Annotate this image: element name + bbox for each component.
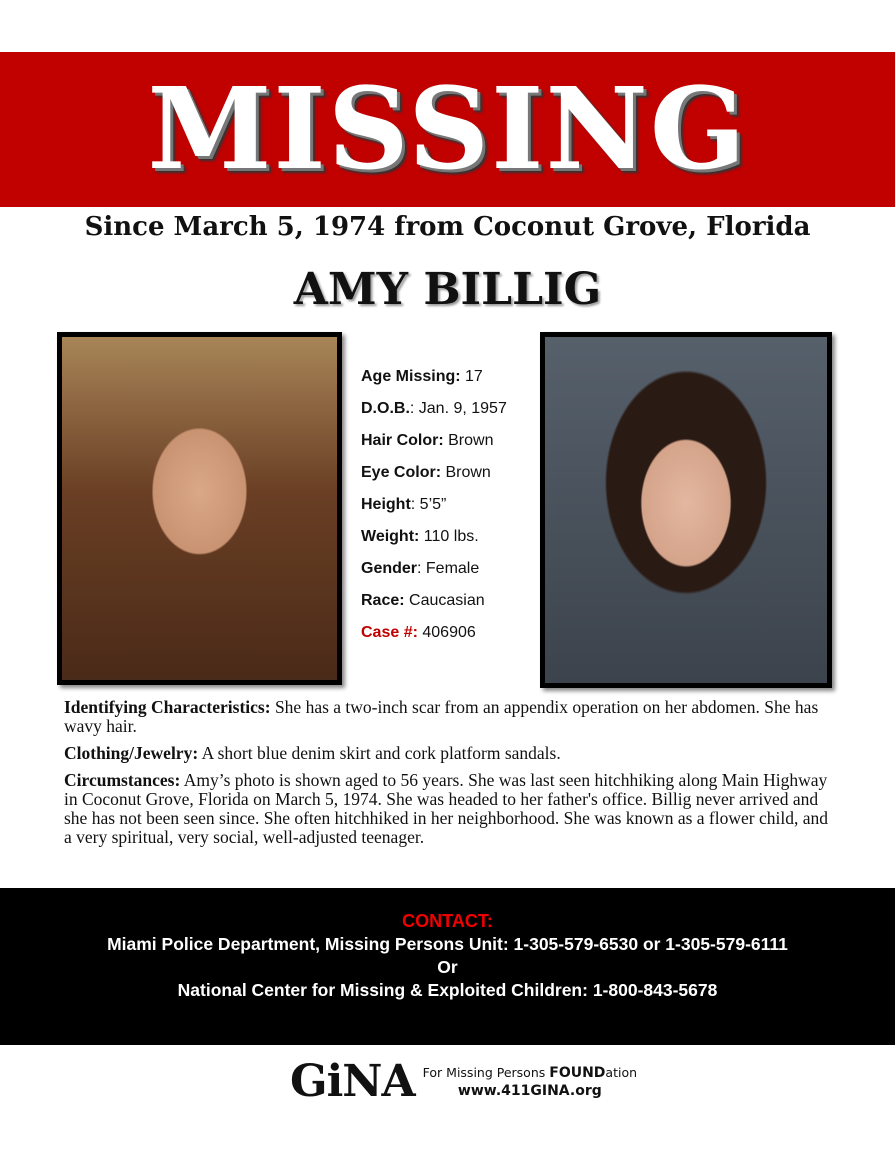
gina-tagline: For Missing Persons FOUNDation www.411GINA.org: [422, 1064, 638, 1099]
contact-band: [0, 888, 895, 1045]
details: [64, 698, 834, 855]
fact-case: Case #: 406906: [361, 624, 476, 641]
fact-dob: D.O.B.: Jan. 9, 1957: [361, 400, 507, 417]
fact-race: Race: Caucasian: [361, 592, 485, 609]
fact-weight: Weight: 110 lbs.: [361, 528, 479, 545]
gina-logo: [290, 1056, 637, 1107]
contact-ncmec: National Center for Missing & Exploited Children: 1-800-843-5678: [177, 980, 718, 1000]
missing-since: Since March 5, 1974 from Coconut Grove, Florida: [84, 212, 811, 242]
age-progressed-photo: [540, 332, 832, 688]
gina-wordmark: GiNA: [290, 1056, 415, 1107]
banner-title: MISSING: [147, 64, 748, 195]
facts-list: [361, 368, 507, 656]
fact-hair: Hair Color: Brown: [361, 432, 494, 449]
fact-age: Age Missing: 17: [361, 368, 483, 385]
missing-banner: [0, 52, 895, 207]
contact-police: Miami Police Department, Missing Persons Unit: 1-305-579-6530 or 1-305-579-6111: [107, 934, 788, 954]
gina-url: www.411GINA.org: [457, 1082, 602, 1099]
contact-heading: CONTACT:: [402, 911, 493, 931]
fact-gender: Gender: Female: [361, 560, 480, 577]
identifying-characteristics: Identifying Characteristics: She has a two-inch scar from an appendix operation on her abdomen. She has wavy hair.: [64, 697, 819, 736]
fact-eye: Eye Color: Brown: [361, 464, 491, 481]
person-name: AMY BILLIG: [293, 264, 602, 315]
contact-or: Or: [437, 957, 458, 977]
fact-height: Height: 5’5”: [361, 496, 447, 513]
photo-at-disappearance: [57, 332, 342, 685]
circumstances: Circumstances: Amy’s photo is shown aged to 56 years. She was last seen hitchhiking along Main Highway in Coconut Grove, Florida on March 5, 1974. She was headed to her father's office. Billig never arrived and she has not been seen since. She often hitchhiked in her neighborhood. She was known as a flower child, and a very spiritual, very social, well-adjusted teenager.: [64, 770, 828, 847]
clothing-jewelry: Clothing/Jewelry: A short blue denim skirt and cork platform sandals.: [64, 743, 561, 763]
